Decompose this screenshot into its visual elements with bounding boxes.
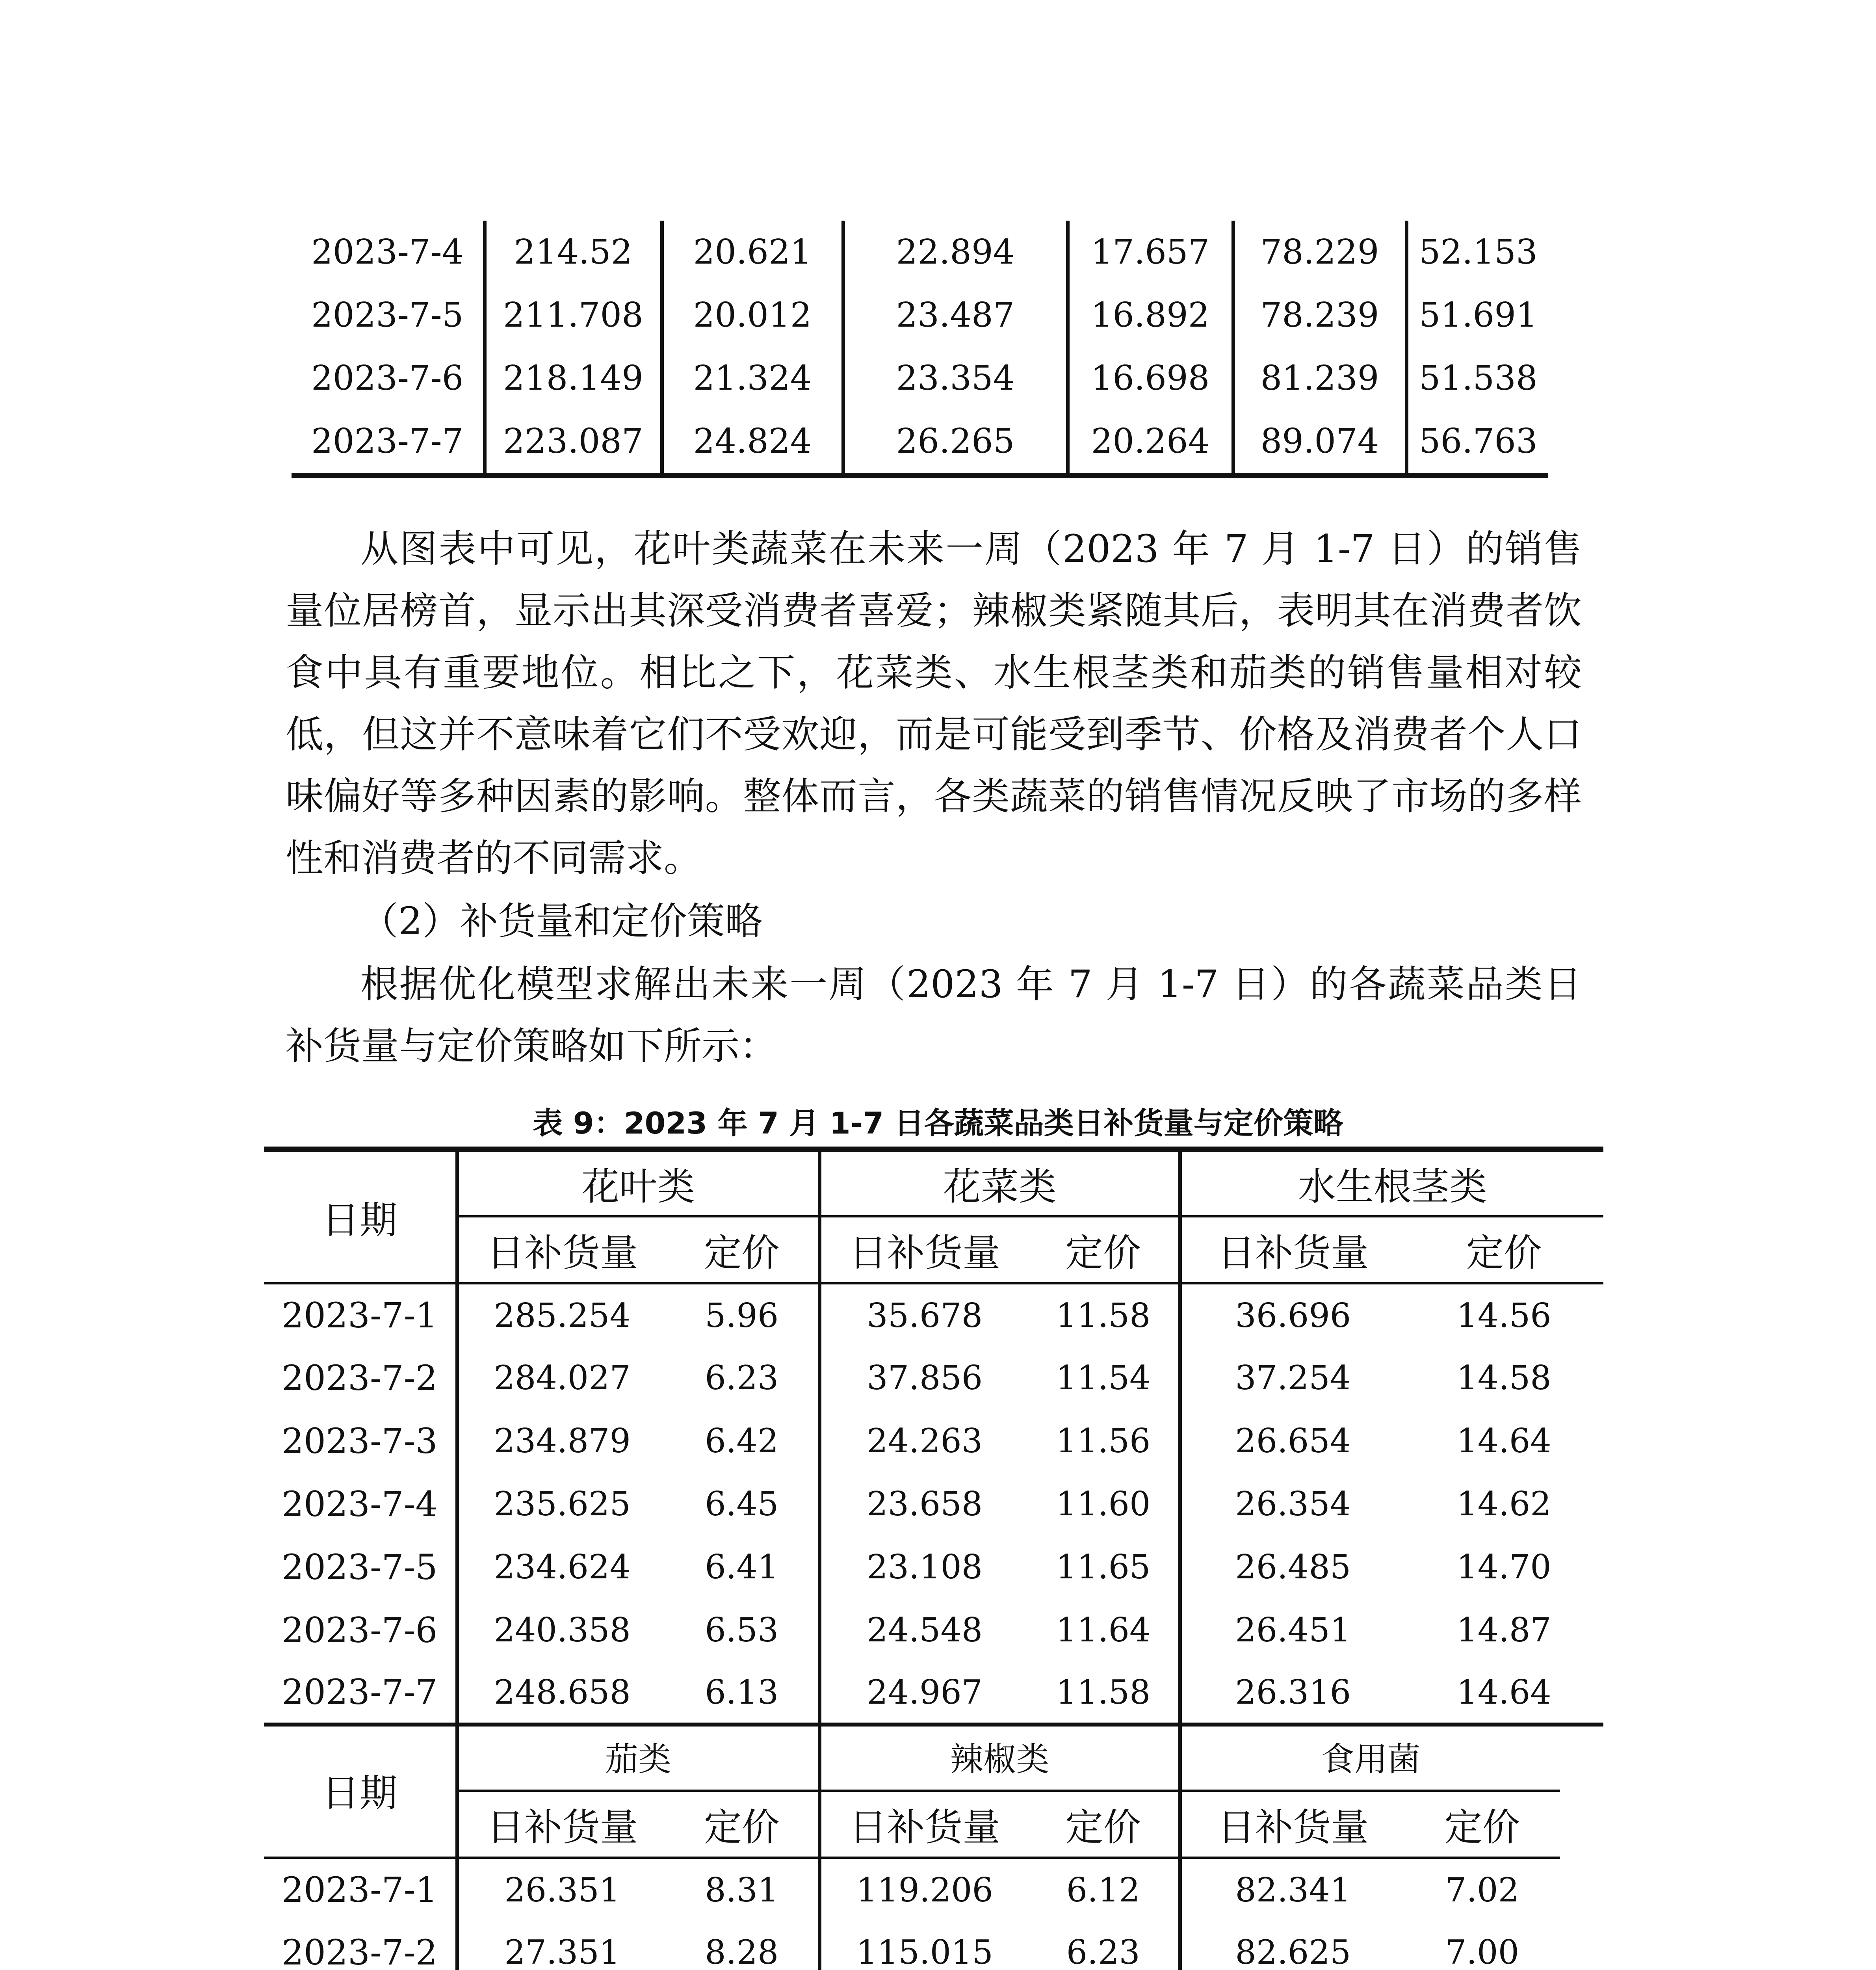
table-cell: 23.487 [843, 284, 1068, 347]
date-cell: 2023-7-6 [292, 347, 485, 410]
replenishment-pricing-table-part1 [264, 1147, 1603, 1727]
table-cell: 6.53 [666, 1598, 819, 1661]
table-cell: 26.485 [1235, 1548, 1351, 1586]
table-cell: 6.41 [666, 1535, 819, 1598]
table-cell: 11.64 [1028, 1598, 1180, 1661]
table-cell: 14.64 [1456, 1422, 1551, 1460]
category-header: 茄类 [457, 1724, 819, 1791]
date-cell: 2023-7-3 [264, 1409, 457, 1472]
date-cell: 2023-7-5 [292, 284, 485, 347]
price-header: 定价 [666, 1216, 819, 1283]
table-cell: 26.265 [843, 410, 1068, 476]
table-cell: 24.548 [867, 1611, 983, 1649]
table-cell: 6.42 [666, 1409, 819, 1472]
table-cell: 37.856 [867, 1359, 983, 1397]
table-row [292, 347, 1548, 410]
replenish-header: 日补货量 [819, 1216, 1028, 1283]
table-cell: 17.657 [1068, 221, 1233, 284]
analysis-paragraph: 从图表中可见，花叶类蔬菜在未来一周（2023 年 7 月 1-7 日）的销售量位居榜首，显示出其深受消费者喜爱；辣椒类紧随其后，表明其在消费者饮食中具有重要地位。相比之下，花菜类、水生根茎类和茄类的销售量相对较低，但这并不意味着它们不受欢迎，而是可能受到季节、价格及消费者个人口味偏好等多种因素的影响。整体而言，各类蔬菜的销售情况反映了市场的多样性和消费者的不同需求。 [286, 527, 1582, 880]
table-cell: 52.153 [1419, 232, 1538, 272]
category-header: 食用菌 [1180, 1724, 1560, 1791]
table-cell: 11.65 [1028, 1535, 1180, 1598]
table-cell: 24.967 [819, 1661, 1028, 1725]
price-header: 定价 [666, 1791, 819, 1858]
table-cell: 218.149 [485, 347, 662, 410]
table-cell: 6.12 [1028, 1858, 1180, 1921]
replenish-header: 日补货量 [1180, 1791, 1404, 1858]
table-cell: 21.324 [662, 347, 843, 410]
price-header: 定价 [1028, 1216, 1180, 1283]
table-row [264, 1535, 1603, 1598]
table-row [292, 410, 1548, 476]
table-cell: 24.263 [867, 1422, 983, 1460]
date-header: 日期 [264, 1724, 457, 1858]
table-cell: 7.00 [1445, 1933, 1519, 1970]
table-cell: 35.678 [867, 1296, 983, 1335]
table-cell: 20.621 [662, 221, 843, 284]
table-cell: 26.451 [1235, 1611, 1351, 1649]
date-cell: 2023-7-1 [264, 1858, 457, 1921]
table-cell: 14.62 [1456, 1485, 1551, 1523]
table-cell: 82.341 [1235, 1870, 1351, 1909]
table-cell: 23.108 [867, 1548, 983, 1586]
date-cell: 2023-7-2 [264, 1346, 457, 1409]
table-cell: 11.56 [1028, 1409, 1180, 1472]
table-row [264, 1858, 1560, 1921]
replenish-header: 日补货量 [1180, 1216, 1404, 1283]
table-cell: 51.691 [1419, 296, 1538, 335]
price-header: 定价 [1404, 1791, 1560, 1858]
table-cell: 23.354 [843, 347, 1068, 410]
table-cell: 20.012 [662, 284, 843, 347]
date-cell: 2023-7-1 [264, 1283, 457, 1346]
date-cell: 2023-7-5 [264, 1535, 457, 1598]
table-cell: 248.658 [457, 1661, 666, 1725]
date-cell: 2023-7-4 [292, 221, 485, 284]
table-row [264, 1409, 1603, 1472]
table-cell: 11.60 [1028, 1472, 1180, 1535]
table-cell: 16.892 [1068, 284, 1233, 347]
table-cell: 211.708 [485, 284, 662, 347]
table-cell: 223.087 [485, 410, 662, 476]
date-cell: 2023-7-4 [264, 1472, 457, 1535]
table-row [292, 221, 1548, 284]
table-cell: 8.28 [666, 1921, 819, 1970]
table-cell: 5.96 [666, 1283, 819, 1346]
table-cell: 26.351 [504, 1870, 620, 1909]
table-cell: 78.229 [1233, 221, 1406, 284]
table-cell: 81.239 [1233, 347, 1406, 410]
replenish-header: 日补货量 [457, 1791, 666, 1858]
table-cell: 14.56 [1456, 1296, 1551, 1335]
table-row [292, 284, 1548, 347]
table-cell: 14.87 [1456, 1611, 1551, 1649]
table-cell: 234.624 [494, 1548, 631, 1586]
section-heading: （2）补货量和定价策略 [360, 899, 763, 943]
replenish-header: 日补货量 [819, 1791, 1028, 1858]
date-header: 日期 [264, 1149, 457, 1283]
table-cell: 214.52 [485, 221, 662, 284]
table-cell: 285.254 [494, 1296, 631, 1335]
table-caption: 表 9：2023 年 7 月 1-7 日各蔬菜品类日补货量与定价策略 [533, 1106, 1343, 1141]
date-cell: 2023-7-7 [292, 410, 485, 476]
replenishment-pricing-table-part2 [264, 1724, 1560, 1970]
table-cell: 20.264 [1068, 410, 1233, 476]
price-header: 定价 [1028, 1791, 1180, 1858]
table-cell: 284.027 [494, 1359, 631, 1397]
table-cell: 6.45 [666, 1472, 819, 1535]
table-cell: 14.64 [1404, 1661, 1603, 1725]
table-cell: 89.074 [1233, 410, 1406, 476]
table-cell: 11.58 [1028, 1283, 1180, 1346]
table-cell: 7.02 [1445, 1870, 1519, 1909]
table-row [264, 1921, 1560, 1970]
table-row [264, 1472, 1603, 1535]
table-cell: 51.538 [1419, 359, 1538, 398]
table-cell: 22.894 [843, 221, 1068, 284]
table-cell: 82.625 [1235, 1933, 1351, 1970]
table-cell: 27.351 [504, 1933, 620, 1970]
table-cell: 234.879 [494, 1422, 631, 1460]
table-cell: 11.58 [1028, 1661, 1180, 1725]
table-cell: 6.23 [666, 1346, 819, 1409]
category-header: 水生根茎类 [1180, 1149, 1603, 1216]
date-cell: 2023-7-6 [264, 1598, 457, 1661]
table-row [264, 1346, 1603, 1409]
table-cell: 37.254 [1235, 1359, 1351, 1397]
table-cell: 23.658 [867, 1485, 983, 1523]
replenish-header: 日补货量 [457, 1216, 666, 1283]
table-cell: 240.358 [494, 1611, 631, 1649]
table-cell: 26.354 [1235, 1485, 1351, 1523]
category-header: 辣椒类 [819, 1724, 1180, 1791]
price-header: 定价 [1404, 1216, 1603, 1283]
table-row [264, 1598, 1603, 1661]
table-cell: 24.824 [662, 410, 843, 476]
table-cell: 8.31 [666, 1858, 819, 1921]
table-cell: 14.58 [1456, 1359, 1551, 1397]
table-cell: 14.70 [1456, 1548, 1551, 1586]
table-row [264, 1283, 1603, 1346]
table-cell: 78.239 [1233, 284, 1406, 347]
category-header: 花叶类 [457, 1149, 819, 1216]
table-cell: 26.316 [1180, 1661, 1404, 1725]
table-cell: 235.625 [494, 1485, 631, 1523]
category-header: 花菜类 [819, 1149, 1180, 1216]
table-cell: 6.23 [1028, 1921, 1180, 1970]
intro-paragraph: 根据优化模型求解出未来一周（2023 年 7 月 1-7 日）的各蔬菜品类日补货量与定价策略如下所示： [286, 962, 1582, 1068]
table-cell: 119.206 [856, 1870, 993, 1909]
table-cell: 36.696 [1235, 1296, 1351, 1335]
table-cell: 115.015 [856, 1933, 993, 1970]
table-row [264, 1661, 1603, 1725]
date-cell: 2023-7-7 [264, 1661, 457, 1725]
table-cell: 26.654 [1235, 1422, 1351, 1460]
sales-forecast-table-continuation [292, 221, 1548, 478]
table-cell: 6.13 [666, 1661, 819, 1725]
table-cell: 11.54 [1028, 1346, 1180, 1409]
date-cell: 2023-7-2 [264, 1921, 457, 1970]
table-cell: 16.698 [1068, 347, 1233, 410]
table-cell: 56.763 [1406, 410, 1548, 476]
